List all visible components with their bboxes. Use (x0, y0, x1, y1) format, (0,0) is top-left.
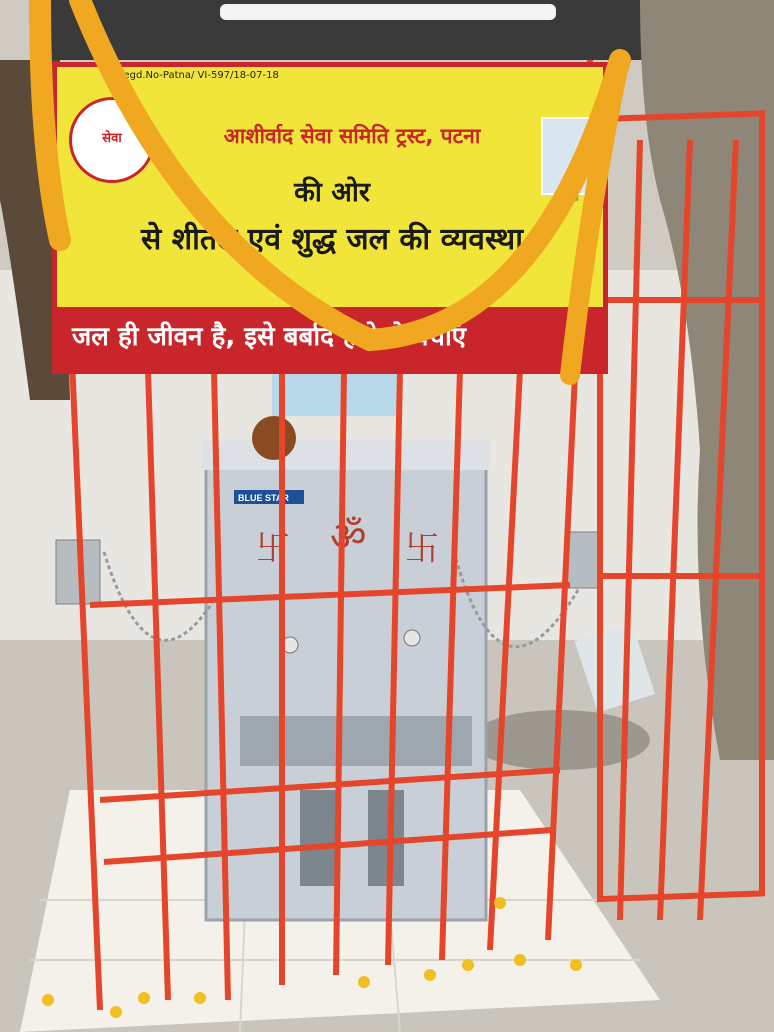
garland-strand (40, 0, 60, 240)
logo-text: सेवा (102, 131, 122, 146)
vent-grille (300, 790, 336, 886)
banner-line-3: से शीतल एवं शुद्ध जल की व्यवस्था (141, 222, 523, 257)
registration-number: Regd.No-Patna/ VI-597/18-07-18 (117, 70, 279, 81)
trust-name: आशीर्वाद सेवा समिति ट्रस्ट, पटना (223, 124, 481, 148)
slogan: जल ही जीवन है, इसे बर्बाद होने से बचाएं (72, 322, 467, 352)
swastik-mark: 卐 (256, 529, 290, 569)
coconut (252, 416, 296, 460)
cooler-brand: BLUE STAR (238, 493, 289, 503)
tap-right[interactable] (404, 630, 420, 646)
photo-caption: संस्थापक (555, 195, 579, 203)
garland (0, 0, 774, 400)
om-mark: ॐ (330, 514, 367, 560)
drip-tray (240, 716, 472, 766)
tumbler-right[interactable] (566, 532, 598, 588)
swastik-mark: 卐 (405, 529, 439, 569)
banner-line-2: की ओर (294, 177, 370, 208)
garland-strand (80, 0, 620, 340)
